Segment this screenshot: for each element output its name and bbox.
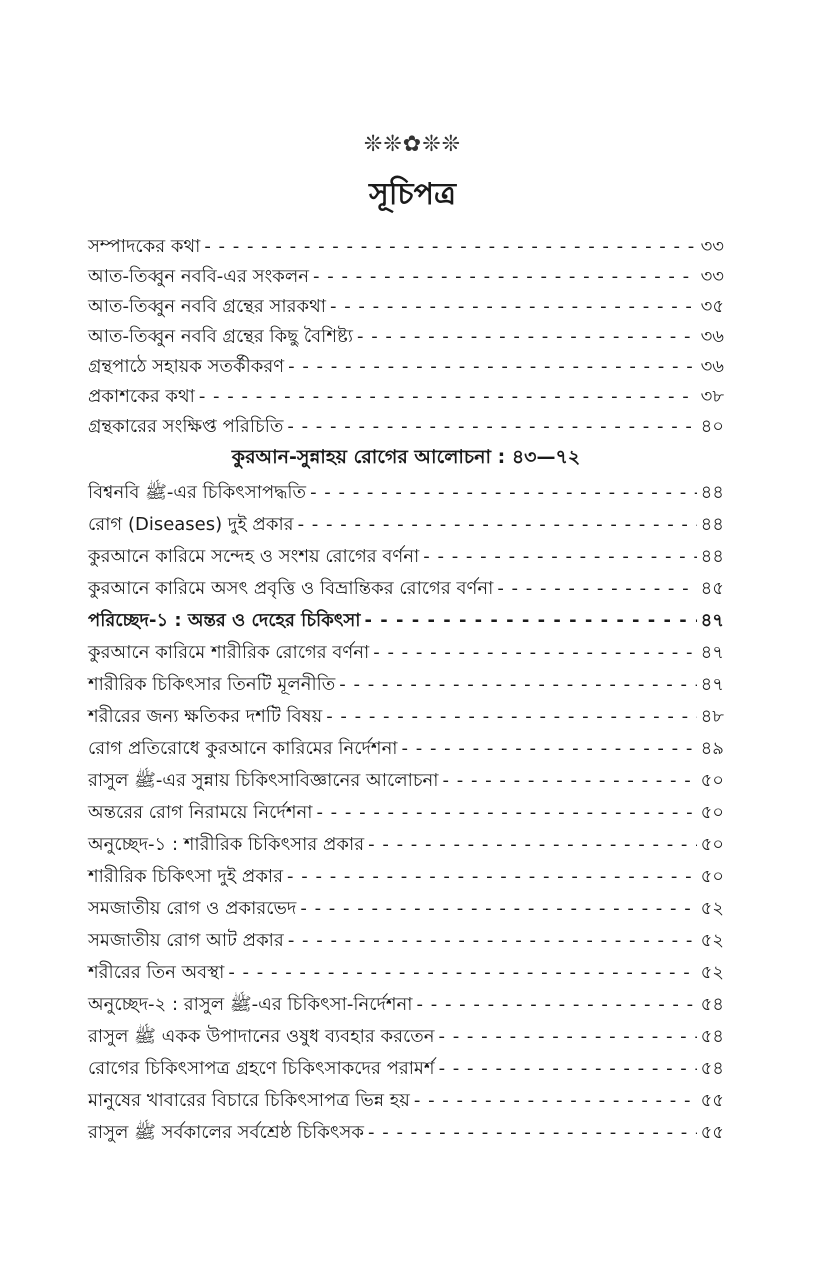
toc-entry[interactable] (88, 1026, 724, 1047)
toc-entry[interactable] (88, 962, 724, 983)
toc-entry-title: আত-তিব্বুন নববি গ্রন্থের সারকথা (88, 296, 326, 317)
toc-entry[interactable] (88, 1122, 724, 1143)
page-title: সূচিপত্র (369, 177, 456, 212)
toc-entry[interactable] (88, 994, 724, 1015)
toc-entry-page: ৫২ (700, 930, 724, 951)
toc-entry-title: গ্রন্থপাঠে সহায়ক সতর্কীকরণ (88, 356, 285, 377)
toc-chapter-entry[interactable] (88, 610, 724, 631)
toc-entry-title: প্রকাশকের কথা (88, 386, 195, 407)
toc-entry[interactable] (88, 482, 724, 503)
dot-leader (368, 1122, 697, 1143)
toc-entry-page: ৫০ (700, 866, 724, 887)
toc-entry-page: ৩৬ (700, 326, 724, 347)
toc-entry[interactable] (88, 930, 724, 951)
toc-entry-page: ৪৭ (700, 674, 724, 695)
toc-entry-title: রাসুল ﷺ-এর সুন্নায় চিকিৎসাবিজ্ঞানের আলোচনা (88, 770, 439, 791)
dot-leader (316, 802, 696, 823)
toc-entry-title: আত-তিব্বুন নববি গ্রন্থের কিছু বৈশিষ্ট্য (88, 326, 353, 347)
toc-entry-title: শারীরিক চিকিৎসার তিনটি মূলনীতি (88, 674, 336, 695)
dot-leader (368, 834, 696, 855)
toc-entry-title: রোগ (Diseases) দুই প্রকার (88, 514, 294, 535)
toc-entry-page: ৩৬ (700, 356, 724, 377)
toc-entry-title: অন্তরের রোগ নিরাময়ে নির্দেশনা (88, 802, 313, 823)
toc-entry[interactable] (88, 546, 724, 567)
section-heading-title: কুরআন-সুন্নাহয় রোগের আলোচনা : ৪৩—৭২ (231, 446, 581, 468)
toc-entry-title: শারীরিক চিকিৎসা দুই প্রকার (88, 866, 284, 887)
dot-leader (298, 514, 697, 535)
toc-entry-title: পরিচ্ছেদ-১ : অন্তর ও দেহের চিকিৎসা (88, 610, 361, 631)
dot-leader (204, 236, 696, 257)
toc-entry-title: শরীরের জন্য ক্ষতিকর দশটি বিষয় (88, 706, 323, 727)
dot-leader (402, 738, 697, 759)
toc-entry-page: ৫২ (700, 962, 724, 983)
toc-entry-title: বিশ্বনবি ﷺ-এর চিকিৎসাপদ্ধতি (88, 482, 307, 503)
dot-leader (357, 326, 697, 347)
toc-entry-page: ৫৪ (700, 1026, 724, 1047)
toc-entry-title: কুরআনে কারিমে অসৎ প্রবৃত্তি ও বিভ্রান্তিকর রোগের বর্ণনা (88, 578, 494, 599)
toc-entry-title: কুরআনে কারিমে সন্দেহ ও সংশয় রোগের বর্ণনা (88, 546, 420, 567)
toc-entry-page: ৩৩ (700, 266, 724, 287)
toc-entry-title: সম্পাদকের কথা (88, 236, 201, 257)
toc-entry-page: ৪৪ (700, 482, 724, 503)
toc-entry[interactable] (88, 738, 724, 759)
toc-entry[interactable] (88, 834, 724, 855)
dot-leader (199, 386, 697, 407)
dot-leader (417, 994, 697, 1015)
toc-entry-page: ৪৫ (700, 578, 724, 599)
toc-entry-title: গ্রন্থকারের সংক্ষিপ্ত পরিচিতি (88, 416, 284, 437)
toc-entry-page: ৩৩ (700, 236, 724, 257)
dot-leader (443, 770, 697, 791)
dot-leader (326, 706, 696, 727)
dot-leader (288, 930, 697, 951)
dot-leader (287, 416, 696, 437)
dot-leader (310, 482, 697, 503)
toc-entry-page: ৩৮ (700, 386, 724, 407)
dot-leader (330, 296, 697, 317)
toc-entry[interactable] (88, 1090, 724, 1111)
toc-entry-title: মানুষের খাবারের বিচারে চিকিৎসাপত্র ভিন্ন হয় (88, 1090, 410, 1111)
toc-entry-title: অনুচ্ছেদ-১ : শারীরিক চিকিৎসার প্রকার (88, 834, 365, 855)
toc-entry-title: কুরআনে কারিমে শারীরিক রোগের বর্ণনা (88, 642, 370, 663)
dot-leader (313, 266, 697, 287)
toc-entry[interactable] (88, 1058, 724, 1079)
toc-entry-title: অনুচ্ছেদ-২ : রাসুল ﷺ-এর চিকিৎসা-নির্দেশনা (88, 994, 413, 1015)
toc-entry-title: আত-তিব্বুন নববি-এর সংকলন (88, 266, 310, 287)
dot-leader (373, 642, 696, 663)
toc-entry[interactable] (88, 356, 724, 377)
dot-leader (287, 866, 697, 887)
toc-entry-page: ৪৮ (700, 706, 724, 727)
toc-entry-title: রাসুল ﷺ একক উপাদানের ওষুধ ব্যবহার করতেন (88, 1026, 435, 1047)
toc-entry-page: ৫০ (700, 834, 724, 855)
toc-entry[interactable] (88, 578, 724, 599)
dot-leader (423, 546, 696, 567)
dot-leader (497, 578, 696, 599)
dot-leader (288, 356, 696, 377)
toc-entry[interactable] (88, 642, 724, 663)
toc-entry[interactable] (88, 674, 724, 695)
toc-entry[interactable] (88, 514, 724, 535)
toc-entry-page: ৫৪ (700, 1058, 724, 1079)
toc-entry[interactable] (88, 236, 724, 257)
toc-entry-page: ৪৪ (700, 514, 724, 535)
header-ornament: ❊❊✿❊❊ (363, 132, 462, 157)
toc-entry-page: ৫২ (700, 898, 724, 919)
toc-entry-page: ৫৫ (700, 1090, 724, 1111)
toc-entry[interactable] (88, 266, 724, 287)
dot-leader (339, 674, 696, 695)
toc-entry-title: রাসুল ﷺ সর্বকালের সর্বশ্রেষ্ঠ চিকিৎসক (88, 1122, 365, 1143)
toc-entry[interactable] (88, 416, 724, 437)
toc-entry[interactable] (88, 770, 724, 791)
toc-entry[interactable] (88, 706, 724, 727)
toc-entry[interactable] (88, 326, 724, 347)
toc-entry-page: ৫০ (700, 802, 724, 823)
toc-entry[interactable] (88, 386, 724, 407)
toc-entry[interactable] (88, 802, 724, 823)
toc-entry[interactable] (88, 898, 724, 919)
toc-entry-page: ৫৪ (700, 994, 724, 1015)
toc-entry[interactable] (88, 296, 724, 317)
dot-leader (300, 898, 696, 919)
toc-entry-page: ৪৭ (700, 610, 724, 631)
toc-entry-page: ৫০ (700, 770, 724, 791)
toc-entry-title: রোগ প্রতিরোধে কুরআনে কারিমের নির্দেশনা (88, 738, 398, 759)
dot-leader (228, 962, 696, 983)
toc-entry-page: ৪৪ (700, 546, 724, 567)
dot-leader (365, 610, 697, 631)
toc-entry-page: ৪৯ (700, 738, 724, 759)
toc-entry-title: সমজাতীয় রোগ ও প্রকারভেদ (88, 898, 297, 919)
toc-entry-title: শরীরের তিন অবস্থা (88, 962, 225, 983)
toc-entry-page: ৩৫ (700, 296, 724, 317)
dot-leader (414, 1090, 697, 1111)
toc-entry-page: ৪০ (700, 416, 724, 437)
table-of-contents (88, 236, 724, 1143)
toc-entry[interactable] (88, 866, 724, 887)
toc-entry-title: রোগের চিকিৎসাপত্র গ্রহণে চিকিৎসাকদের পরামর্শ (88, 1058, 435, 1079)
toc-entry-page: ৫৫ (700, 1122, 724, 1143)
section-heading[interactable] (88, 447, 724, 468)
dot-leader (438, 1026, 696, 1047)
dot-leader (439, 1058, 697, 1079)
toc-entry-page: ৪৭ (700, 642, 724, 663)
toc-entry-title: সমজাতীয় রোগ আট প্রকার (88, 930, 284, 951)
